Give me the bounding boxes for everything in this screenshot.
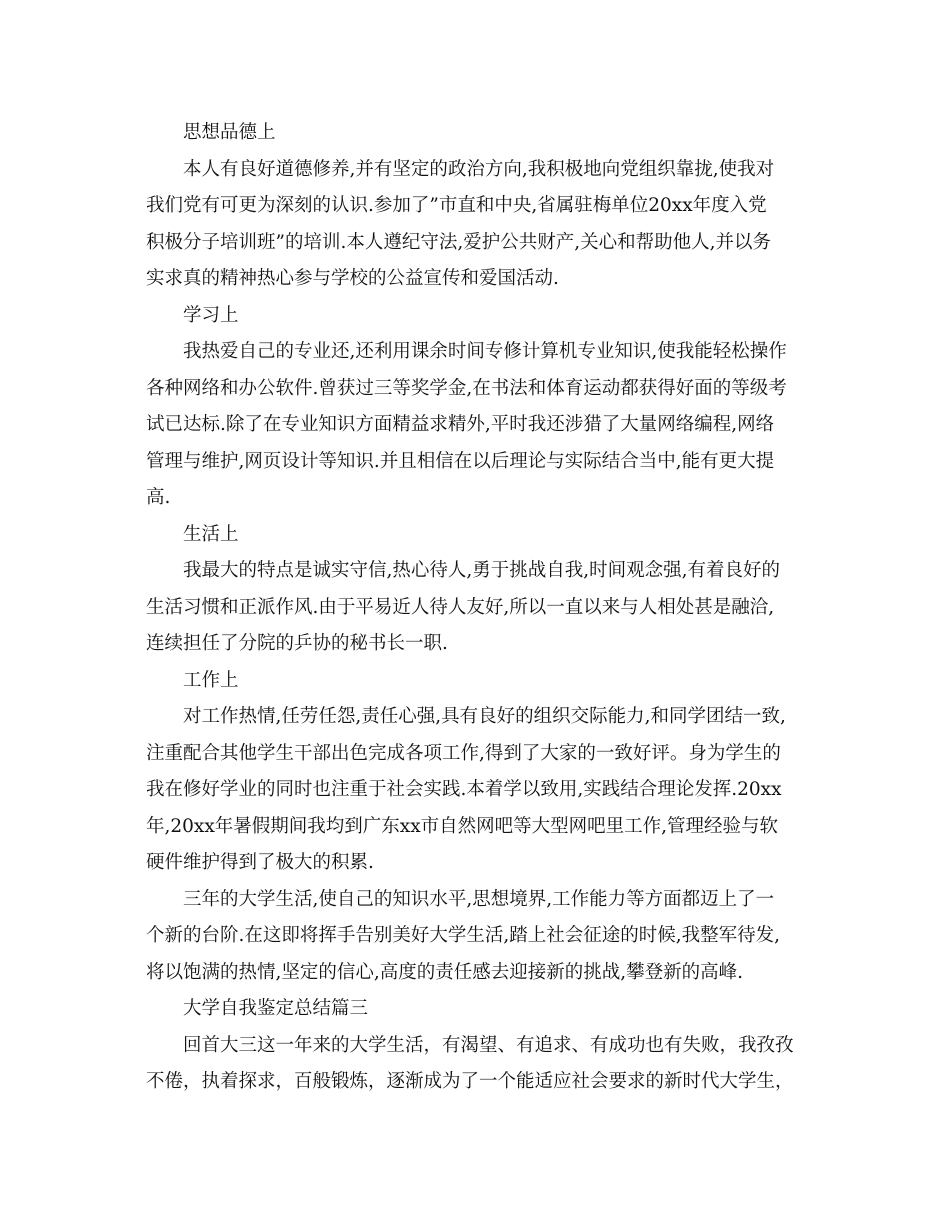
paragraph-line: 三年的大学生活,使自己的知识水平,思想境界,工作能力等方面都迈上了一 xyxy=(183,888,775,910)
paragraph-line: 本人有良好道德修养,并有坚定的政治方向,我积极地向党组织靠拢,使我对 xyxy=(183,158,775,180)
paragraph-line: 高. xyxy=(146,487,171,508)
paragraph-line: 我在修好学业的同时也注重于社会实践.本着学以致用,实践结合理论发挥.20xx xyxy=(146,779,782,800)
section-heading-work: 工作上 xyxy=(183,669,239,691)
paragraph-line: 各种网络和办公软件.曾获过三等奖学金,在书法和体育运动都获得好面的等级考 xyxy=(146,377,787,399)
section-heading-moral: 思想品德上 xyxy=(183,122,276,143)
paragraph-line: 回首大三这一年来的大学生活，有渴望、有追求、有成功也有失败，我孜孜 xyxy=(183,1034,794,1056)
paragraph-line: 注重配合其他学生干部出色完成各项工作,得到了大家的一致好评。身为学生的 xyxy=(146,742,781,764)
paragraph-line: 年,20xx年暑假期间我均到广东xx市自然网吧等大型网吧里工作,管理经验与软 xyxy=(146,815,779,837)
paragraph-line: 管理与维护,网页设计等知识.并且相信在以后理论与实际结合当中,能有更大提 xyxy=(146,450,775,472)
paragraph-line: 将以饱满的热情,坚定的信心,高度的责任感去迎接新的挑战,攀登新的高峰. xyxy=(146,961,744,983)
paragraph-line: 我热爱自己的专业还,还利用课余时间专修计算机专业知识,使我能轻松操作 xyxy=(183,341,787,362)
paragraph-line: 个新的台阶.在这即将挥手告别美好大学生活,踏上社会征途的时候,我整军待发, xyxy=(146,925,781,946)
section-heading-study: 学习上 xyxy=(183,304,239,326)
paragraph-line: 不倦，执着探求，百般锻炼，逐渐成为了一个能适应社会要求的新时代大学生， xyxy=(146,1071,794,1092)
paragraph-line: 试已达标.除了在专业知识方面精益求精外,平时我还涉猎了大量网络编程,网络 xyxy=(146,414,775,435)
section-heading-life: 生活上 xyxy=(183,523,239,545)
paragraph-line: 我们党有可更为深刻的认识.参加了”市直和中央,省属驻梅单位20xx年度入党 xyxy=(146,195,767,216)
paragraph-line: 我最大的特点是诚实守信,热心待人,勇于挑战自我,时间观念强,有着良好的 xyxy=(183,560,781,581)
paragraph-line: 硬件维护得到了极大的积累. xyxy=(146,852,374,873)
paragraph-line: 连续担任了分院的乒协的秘书长一职. xyxy=(146,633,448,654)
paragraph-line: 生活习惯和正派作风.由于平易近人待人友好,所以一直以来与人相处甚是融洽, xyxy=(146,596,775,618)
paragraph-line: 对工作热情,任劳任怨,责任心强,具有良好的组织交际能力,和同学团结一致, xyxy=(183,706,786,727)
paragraph-line: 实求真的精神热心参与学校的公益宣传和爱国活动. xyxy=(146,268,559,289)
section-heading-part-three: 大学自我鉴定总结篇三 xyxy=(183,998,369,1019)
paragraph-line: 积极分子培训班”的培训.本人遵纪守法,爱护公共财产,关心和帮助他人,并以务 xyxy=(146,231,771,253)
document-body xyxy=(146,115,806,1101)
